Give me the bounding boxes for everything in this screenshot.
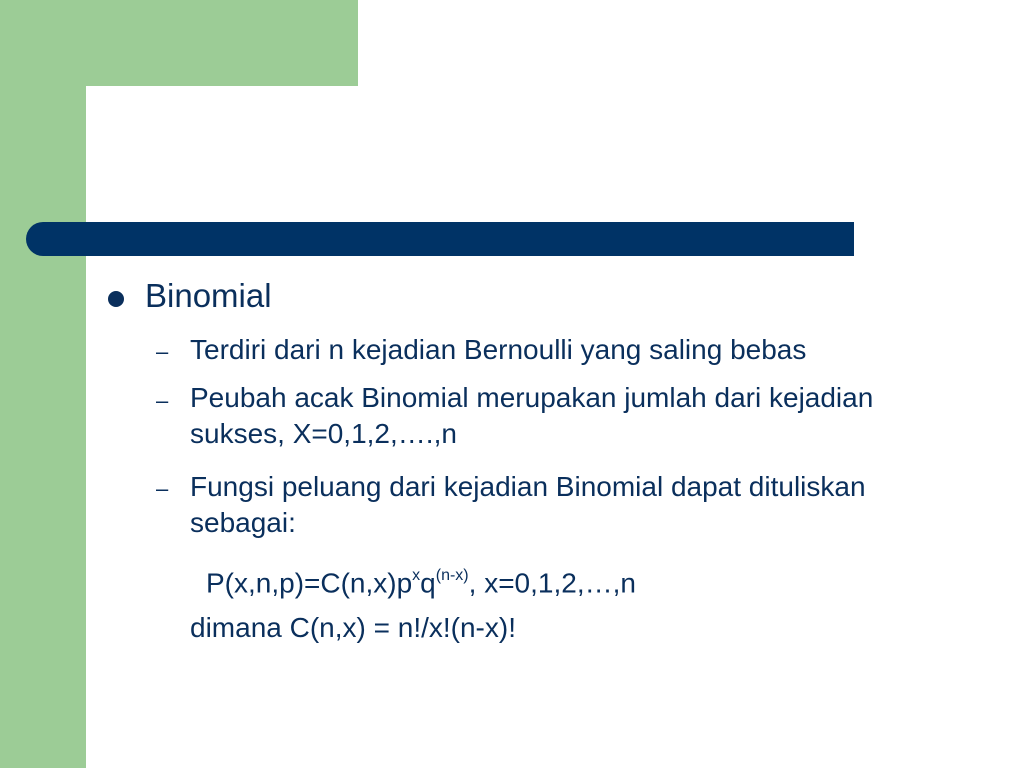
formula-suffix: , x=0,1,2,…,n — [468, 567, 636, 599]
probability-formula — [206, 560, 636, 601]
formula-exponent-n-x: (n-x) — [435, 567, 469, 584]
dash-icon: – — [156, 388, 169, 413]
bullet-binomial: Binomial — [145, 277, 272, 314]
dash-icon: – — [156, 476, 169, 501]
formula-q: q — [420, 567, 436, 599]
sub-item-3: Fungsi peluang dari kejadian Binomial dapat dituliskan sebagai: — [190, 471, 866, 538]
left-green-band — [0, 0, 86, 768]
combination-note: dimana C(n,x) = n!/x!(n-x)! — [190, 612, 516, 643]
dash-icon: – — [156, 339, 169, 364]
sub-item-1: Terdiri dari n kejadian Bernoulli yang saling bebas — [190, 334, 807, 365]
bullet-dot-icon — [108, 291, 124, 307]
formula-exponent-x: x — [412, 567, 421, 584]
rounded-corner — [86, 86, 146, 146]
top-green-band — [86, 0, 358, 86]
formula-prefix: P(x,n,p)=C(n,x)p — [206, 567, 413, 599]
sub-item-2: Peubah acak Binomial merupakan jumlah dari kejadian sukses, X=0,1,2,….,n — [190, 382, 874, 449]
title-bar — [26, 222, 854, 256]
